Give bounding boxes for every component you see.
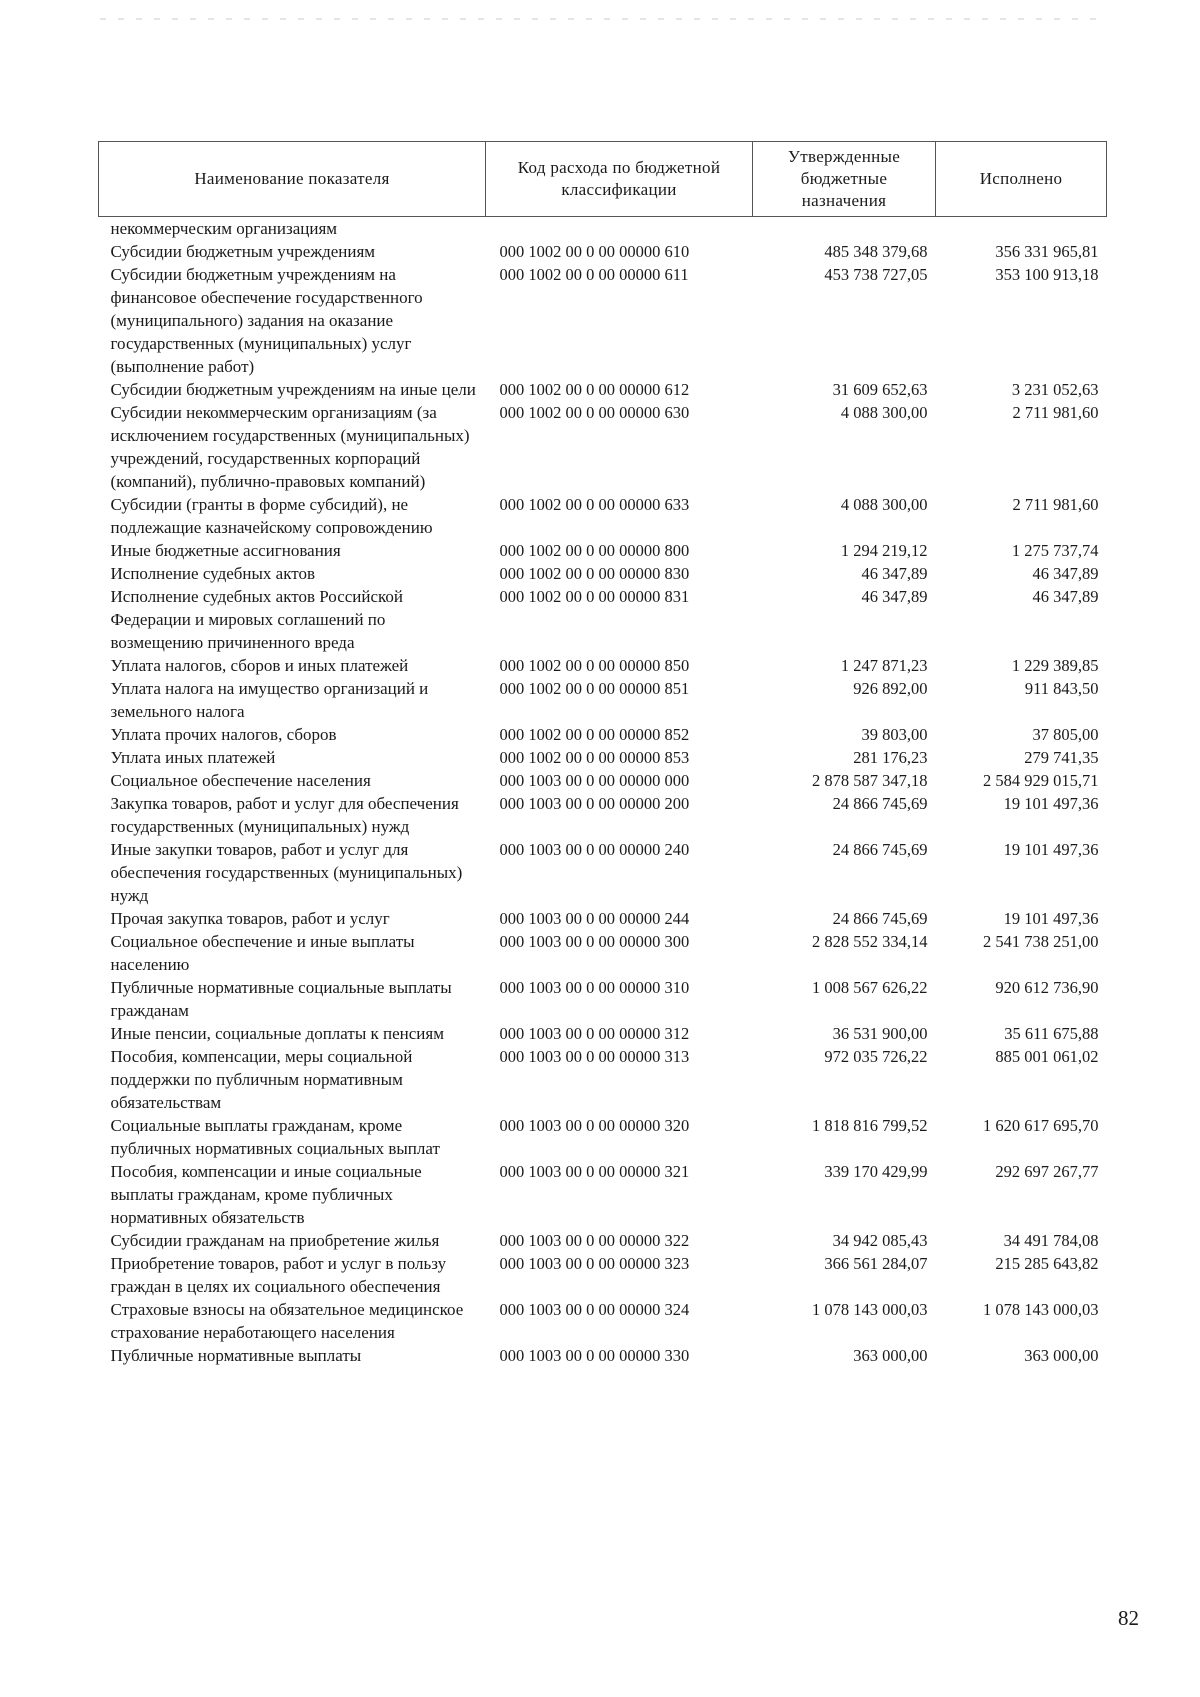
row-name-cell: Социальное обеспечение и иные выплаты населению <box>110 932 415 974</box>
row-approved-cell: 46 347,89 <box>861 587 928 606</box>
table-row <box>99 838 1107 907</box>
row-code-cell: 000 1003 00 0 00 00000 244 <box>499 909 690 928</box>
row-code-cell: 000 1003 00 0 00 00000 324 <box>499 1300 690 1319</box>
table-body <box>99 217 1107 1368</box>
table-row <box>99 585 1107 654</box>
row-code-cell: 000 1002 00 0 00 00000 800 <box>499 541 690 560</box>
table-row <box>99 1344 1107 1367</box>
row-approved-cell: 2 878 587 347,18 <box>812 771 928 790</box>
budget-execution-table <box>98 141 1107 1367</box>
table-row <box>99 723 1107 746</box>
row-approved-cell: 39 803,00 <box>861 725 928 744</box>
row-name-cell: Иные закупки товаров, работ и услуг для обеспечения государственных (муниципальных) нужд <box>110 840 463 905</box>
row-name-cell: Иные бюджетные ассигнования <box>110 541 341 560</box>
row-approved-cell: 281 176,23 <box>853 748 928 767</box>
row-approved-cell: 4 088 300,00 <box>840 403 928 422</box>
row-code-cell: 000 1003 00 0 00 00000 300 <box>499 932 690 951</box>
row-code-cell: 000 1002 00 0 00 00000 830 <box>499 564 690 583</box>
row-name-cell: Исполнение судебных актов <box>110 564 315 583</box>
row-code-cell: 000 1003 00 0 00 00000 320 <box>499 1116 690 1135</box>
row-executed-cell: 46 347,89 <box>1032 564 1099 583</box>
row-name-cell: Субсидии бюджетным учреждениям <box>110 242 376 261</box>
row-name-cell: Социальное обеспечение населения <box>110 771 371 790</box>
table-row <box>99 263 1107 378</box>
row-name-cell: Социальные выплаты гражданам, кроме публичных нормативных социальных выплат <box>110 1116 440 1158</box>
row-approved-cell: 1 078 143 000,03 <box>812 1300 928 1319</box>
row-executed-cell: 1 620 617 695,70 <box>983 1116 1099 1135</box>
row-executed-cell: 3 231 052,63 <box>1011 380 1099 399</box>
row-approved-cell: 485 348 379,68 <box>824 242 928 261</box>
table-row <box>99 907 1107 930</box>
row-code-cell: 000 1002 00 0 00 00000 853 <box>499 748 690 767</box>
row-code-cell: 000 1002 00 0 00 00000 630 <box>499 403 690 422</box>
row-approved-cell: 46 347,89 <box>861 564 928 583</box>
row-name-cell: Уплата прочих налогов, сборов <box>110 725 337 744</box>
row-executed-cell: 35 611 675,88 <box>1004 1024 1099 1043</box>
row-name-cell: Субсидии (гранты в форме субсидий), не подлежащие казначейскому сопровождению <box>110 495 433 537</box>
row-name-cell: Уплата налогов, сборов и иных платежей <box>110 656 409 675</box>
row-code-cell: 000 1002 00 0 00 00000 610 <box>499 242 690 261</box>
row-executed-cell: 911 843,50 <box>1024 679 1099 698</box>
row-approved-cell <box>753 217 936 241</box>
table-row <box>99 1045 1107 1114</box>
table-row <box>99 1022 1107 1045</box>
row-name-cell: Субсидии гражданам на приобретение жилья <box>110 1231 440 1250</box>
row-name-cell: Публичные нормативные выплаты <box>110 1346 362 1365</box>
row-name-cell: некоммерческим организациям <box>110 219 338 238</box>
row-approved-cell: 339 170 429,99 <box>824 1162 928 1181</box>
row-code-cell: 000 1003 00 0 00 00000 310 <box>499 978 690 997</box>
row-name-cell: Пособия, компенсации и иные социальные выплаты гражданам, кроме публичных нормативных обязательств <box>110 1162 422 1227</box>
row-executed-cell: 19 101 497,36 <box>1003 794 1099 813</box>
row-executed-cell: 2 711 981,60 <box>1012 495 1099 514</box>
row-code-cell: 000 1003 00 0 00 00000 240 <box>499 840 690 859</box>
row-approved-cell: 34 942 085,43 <box>832 1231 928 1250</box>
row-name-cell: Субсидии некоммерческим организациям (за исключением государственных (муниципальных) учреждений, государственных корпораций (компаний), публично-правовых компаний) <box>110 403 470 491</box>
row-executed-cell: 2 711 981,60 <box>1012 403 1099 422</box>
page-number: 82 <box>1118 1606 1139 1630</box>
row-approved-cell: 1 294 219,12 <box>840 541 928 560</box>
row-approved-cell: 926 892,00 <box>853 679 928 698</box>
row-executed-cell: 363 000,00 <box>1024 1346 1099 1365</box>
row-executed-cell: 46 347,89 <box>1032 587 1099 606</box>
row-code-cell: 000 1003 00 0 00 00000 000 <box>499 771 690 790</box>
row-name-cell: Страховые взносы на обязательное медицинское страхование неработающего населения <box>110 1300 464 1342</box>
row-name-cell: Исполнение судебных актов Российской Федерации и мировых соглашений по возмещению причиненного вреда <box>110 587 404 652</box>
table-row <box>99 792 1107 838</box>
table-row <box>99 976 1107 1022</box>
row-name-cell: Прочая закупка товаров, работ и услуг <box>110 909 390 928</box>
table-row <box>99 677 1107 723</box>
row-name-cell: Субсидии бюджетным учреждениям на финансовое обеспечение государственного (муниципального) задания на оказание государственных (муниципальных) услуг (выполнение работ) <box>110 265 423 376</box>
table-header <box>99 142 1107 217</box>
table-row <box>99 769 1107 792</box>
row-executed-cell: 2 541 738 251,00 <box>983 932 1099 951</box>
table-row <box>99 539 1107 562</box>
row-approved-cell: 31 609 652,63 <box>832 380 928 399</box>
row-approved-cell: 2 828 552 334,14 <box>812 932 928 951</box>
row-approved-cell: 972 035 726,22 <box>824 1047 928 1066</box>
header-executed: Исполнено <box>936 142 1107 217</box>
table-row <box>99 1298 1107 1344</box>
row-code-cell: 000 1002 00 0 00 00000 611 <box>499 265 689 284</box>
row-code-cell: 000 1002 00 0 00 00000 831 <box>499 587 690 606</box>
row-executed-cell: 1 078 143 000,03 <box>983 1300 1099 1319</box>
row-executed-cell: 292 697 267,77 <box>995 1162 1099 1181</box>
row-executed-cell: 34 491 784,08 <box>1003 1231 1099 1250</box>
row-executed-cell: 2 584 929 015,71 <box>983 771 1099 790</box>
table-row <box>99 562 1107 585</box>
row-executed-cell: 1 275 737,74 <box>1011 541 1099 560</box>
row-code-cell: 000 1002 00 0 00 00000 852 <box>499 725 690 744</box>
row-code-cell <box>486 217 753 241</box>
row-approved-cell: 363 000,00 <box>853 1346 928 1365</box>
table-row <box>99 493 1107 539</box>
row-approved-cell: 36 531 900,00 <box>832 1024 928 1043</box>
row-approved-cell: 366 561 284,07 <box>824 1254 928 1273</box>
row-executed-cell: 215 285 643,82 <box>995 1254 1099 1273</box>
table-row <box>99 930 1107 976</box>
row-code-cell: 000 1003 00 0 00 00000 312 <box>499 1024 690 1043</box>
table-row <box>99 240 1107 263</box>
row-name-cell: Иные пенсии, социальные доплаты к пенсиям <box>110 1024 444 1043</box>
row-executed-cell: 356 331 965,81 <box>995 242 1099 261</box>
row-approved-cell: 453 738 727,05 <box>824 265 928 284</box>
row-name-cell: Закупка товаров, работ и услуг для обеспечения государственных (муниципальных) нужд <box>110 794 459 836</box>
row-executed-cell: 19 101 497,36 <box>1003 840 1099 859</box>
header-approved: Утвержденные бюджетные назначения <box>753 142 936 217</box>
table-row <box>99 401 1107 493</box>
row-executed-cell: 885 001 061,02 <box>995 1047 1099 1066</box>
table-row <box>99 1229 1107 1252</box>
row-name-cell: Уплата налога на имущество организаций и земельного налога <box>110 679 429 721</box>
row-approved-cell: 1 008 567 626,22 <box>812 978 928 997</box>
row-code-cell: 000 1002 00 0 00 00000 850 <box>499 656 690 675</box>
row-executed-cell: 353 100 913,18 <box>995 265 1099 284</box>
row-approved-cell: 1 818 816 799,52 <box>812 1116 928 1135</box>
row-executed-cell: 37 805,00 <box>1032 725 1099 744</box>
row-code-cell: 000 1003 00 0 00 00000 322 <box>499 1231 690 1250</box>
row-code-cell: 000 1003 00 0 00 00000 313 <box>499 1047 690 1066</box>
row-name-cell: Пособия, компенсации, меры социальной поддержки по публичным нормативным обязательствам <box>110 1047 413 1112</box>
row-approved-cell: 24 866 745,69 <box>832 840 928 859</box>
row-approved-cell: 1 247 871,23 <box>840 656 928 675</box>
row-code-cell: 000 1002 00 0 00 00000 633 <box>499 495 690 514</box>
row-code-cell: 000 1003 00 0 00 00000 200 <box>499 794 690 813</box>
row-name-cell: Субсидии бюджетным учреждениям на иные цели <box>110 380 476 399</box>
row-code-cell: 000 1003 00 0 00 00000 321 <box>499 1162 690 1181</box>
row-code-cell: 000 1002 00 0 00 00000 851 <box>499 679 690 698</box>
row-name-cell: Публичные нормативные социальные выплаты гражданам <box>110 978 452 1020</box>
row-name-cell: Уплата иных платежей <box>110 748 276 767</box>
row-approved-cell: 24 866 745,69 <box>832 909 928 928</box>
row-code-cell: 000 1003 00 0 00 00000 323 <box>499 1254 690 1273</box>
row-executed-cell <box>936 217 1107 241</box>
table-row <box>99 654 1107 677</box>
table-row <box>99 217 1107 241</box>
row-approved-cell: 24 866 745,69 <box>832 794 928 813</box>
header-code: Код расхода по бюджетной классификации <box>486 142 753 217</box>
table-row <box>99 1160 1107 1229</box>
table-row <box>99 746 1107 769</box>
row-name-cell: Приобретение товаров, работ и услуг в пользу граждан в целях их социального обеспечения <box>110 1254 447 1296</box>
table-row <box>99 378 1107 401</box>
table-row <box>99 1114 1107 1160</box>
row-executed-cell: 279 741,35 <box>1024 748 1099 767</box>
table-row <box>99 1252 1107 1298</box>
row-executed-cell: 19 101 497,36 <box>1003 909 1099 928</box>
row-code-cell: 000 1003 00 0 00 00000 330 <box>499 1346 690 1365</box>
row-executed-cell: 1 229 389,85 <box>1011 656 1099 675</box>
header-name: Наименование показателя <box>99 142 486 217</box>
row-executed-cell: 920 612 736,90 <box>995 978 1099 997</box>
row-code-cell: 000 1002 00 0 00 00000 612 <box>499 380 690 399</box>
row-approved-cell: 4 088 300,00 <box>840 495 928 514</box>
scan-artifact <box>100 18 1100 20</box>
